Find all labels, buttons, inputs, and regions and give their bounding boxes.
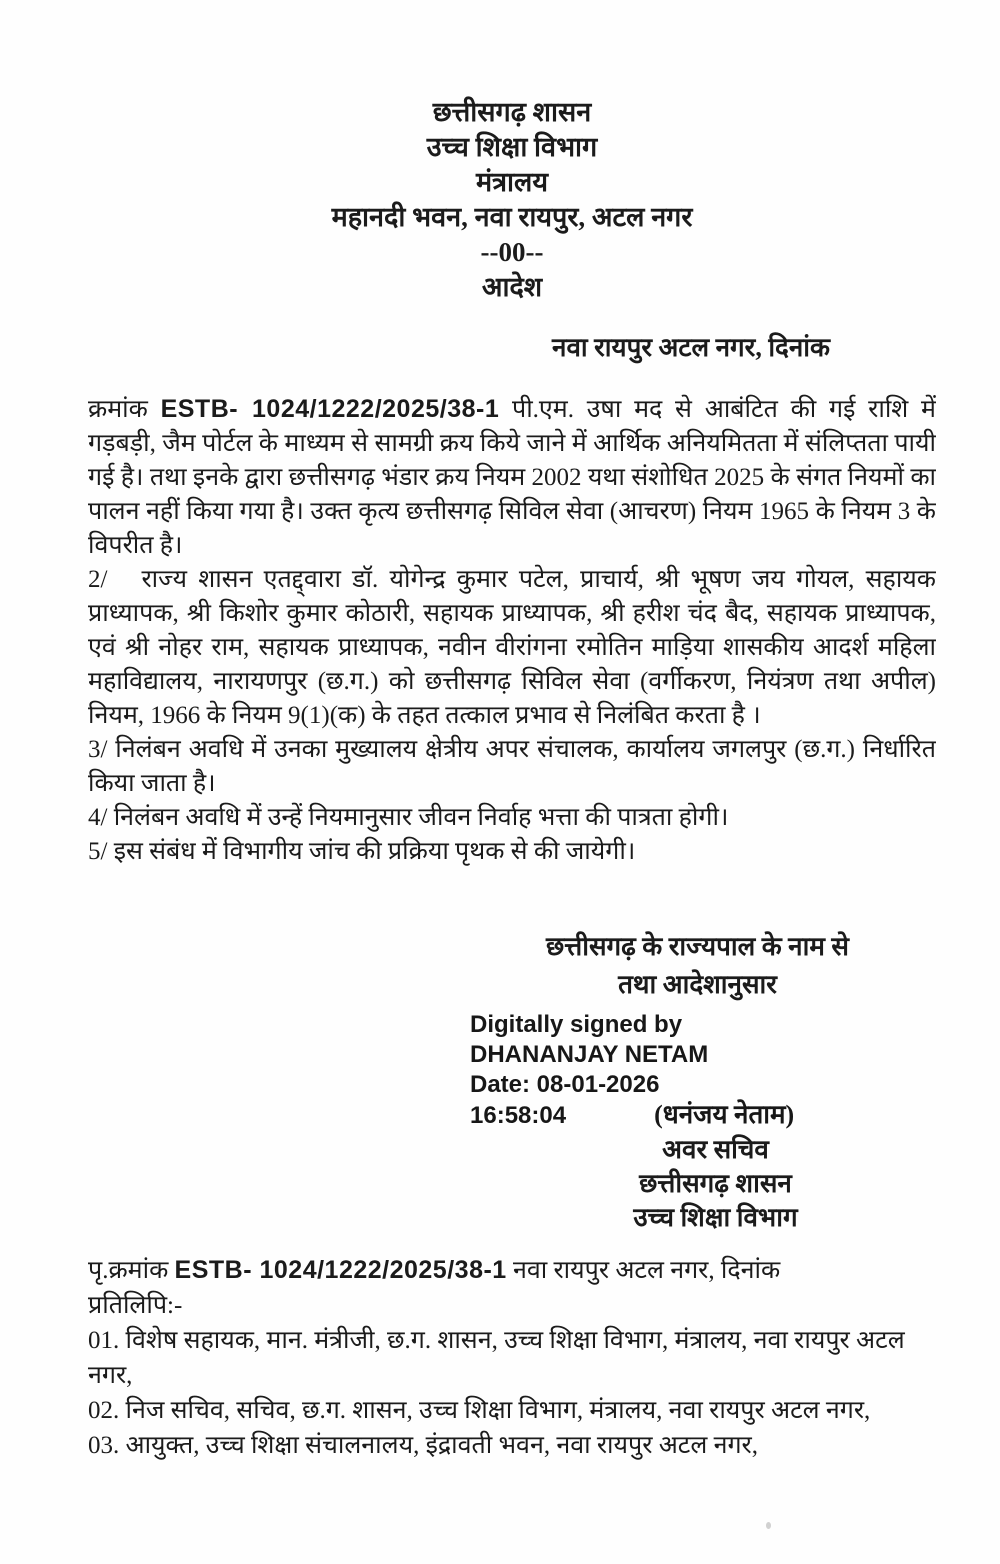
endorsement-line <box>88 1253 936 1288</box>
order-paragraph-2-text: राज्य शासन एतद्द्वारा डॉ. योगेन्द्र कुमार पटेल, प्राचार्य, श्री भूषण जय गोयल, सहायक प्राध्यापक, श्री किशोर कुमार कोठारी, सहायक प्राध्यापक, श्री हरीश चंद बैद, सहायक प्राध्यापक, एवं श्री नोहर राम, सहायक प्राध्यापक, नवीन वीरांगना रमोतिन माड़िया शासकीय आदर्श महिला महाविद्यालय, नारायणपुर (छ.ग.) को छत्तीसगढ़ सिविल सेवा (वर्गीकरण, नियंत्रण तथा अपील) नियम, 1966 के नियम 9(1)(क) के तहत तत्काल प्रभाव से निलंबित करता है । <box>88 566 936 729</box>
signer-designation: अवर सचिव <box>662 1135 769 1164</box>
document-footer <box>88 1253 936 1463</box>
document-title: आदेश <box>481 272 543 302</box>
reference-number: ESTB- 1024/1222/2025/38-1 <box>160 395 500 423</box>
authority-line-1: छत्तीसगढ़ के राज्यपाल के नाम से <box>546 932 849 961</box>
ministry-line: मंत्रालय <box>475 167 548 197</box>
order-paragraph-2 <box>88 563 936 733</box>
scan-artifact-speck <box>766 1522 771 1529</box>
copy-item-3: 03. आयुक्त, उच्च शिक्षा संचालनालय, इंद्रावती भवन, नवा रायपुर अटल नगर, <box>88 1432 759 1459</box>
digital-sign-time-row <box>470 1100 925 1131</box>
copy-to-label: प्रतिलिपि:- <box>88 1292 183 1319</box>
document-body <box>88 392 936 917</box>
copy-item-1: 01. विशेष सहायक, मान. मंत्रीजी, छ.ग. शासन, उच्च शिक्षा विभाग, मंत्रालय, नवा रायपुर अटल नगर, <box>88 1327 905 1389</box>
order-paragraph-2-number: 2/ <box>88 566 108 593</box>
signer-org-line-2: उच्च शिक्षा विभाग <box>633 1203 798 1232</box>
signer-name-hindi: (धनंजय नेताम) <box>654 1100 795 1129</box>
endorsement-label: पृ.क्रमांक <box>88 1257 169 1284</box>
signature-block <box>470 928 925 1235</box>
endorsement-place-date: नवा रायपुर अटल नगर, दिनांक <box>512 1257 781 1284</box>
separator-mark: --00-- <box>480 237 544 267</box>
address-line: महानदी भवन, नवा रायपुर, अटल नगर <box>331 202 693 232</box>
digital-signature-stamp <box>470 1010 925 1131</box>
digital-sign-time: 16:58:04 <box>470 1102 567 1129</box>
signer-details <box>488 1133 943 1235</box>
order-paragraph-1 <box>88 392 936 563</box>
department-name: उच्च शिक्षा विभाग <box>426 132 598 162</box>
endorsement-reference-number: ESTB- 1024/1222/2025/38-1 <box>174 1256 507 1284</box>
ref-label: क्रमांक <box>88 396 148 423</box>
order-paragraph-1-text: पी.एम. उषा मद से आबंटित की गई राशि में गड़बड़ी, जैम पोर्टल के माध्यम से सामग्री क्रय किये जाने में आर्थिक अनियमितता में संलिप्तता पायी गई है। तथा इनके द्वारा छत्तीसगढ़ भंडार क्रय नियम 2002 यथा संशोधित 2025 के संगत नियमों का पालन नहीं किया गया है। उक्त कृत्य छत्तीसगढ़ सिविल सेवा (आचरण) नियम 1965 के नियम 3 के विपरीत है। <box>88 396 936 559</box>
order-paragraph-3: 3/ निलंबन अवधि में उनका मुख्यालय क्षेत्रीय अपर संचालक, कार्यालय जगलपुर (छ.ग.) निर्धारित किया जाता है। <box>88 736 936 797</box>
signer-org-line-1: छत्तीसगढ़ शासन <box>639 1169 792 1198</box>
government-name: छत्तीसगढ़ शासन <box>432 97 592 127</box>
authority-line-2: तथा आदेशानुसार <box>618 970 777 999</box>
order-paragraph-5: 5/ इस संबंध में विभागीय जांच की प्रक्रिया पृथक से की जायेगी। <box>88 838 636 865</box>
digital-sign-date: Date: 08-01-2026 <box>470 1071 660 1098</box>
digital-signer-name: DHANANJAY NETAM <box>470 1041 709 1068</box>
copy-item-2: 02. निज सचिव, सचिव, छ.ग. शासन, उच्च शिक्षा विभाग, मंत्रालय, नवा रायपुर अटल नगर, <box>88 1397 871 1424</box>
place-date-line: नवा रायपुर अटल नगर, दिनांक <box>552 333 830 362</box>
order-paragraph-4: 4/ निलंबन अवधि में उन्हें नियमानुसार जीवन निर्वाह भत्ता की पात्रता होगी। <box>88 804 729 831</box>
digital-signed-by-label: Digitally signed by <box>470 1011 683 1038</box>
document-header <box>88 95 936 305</box>
